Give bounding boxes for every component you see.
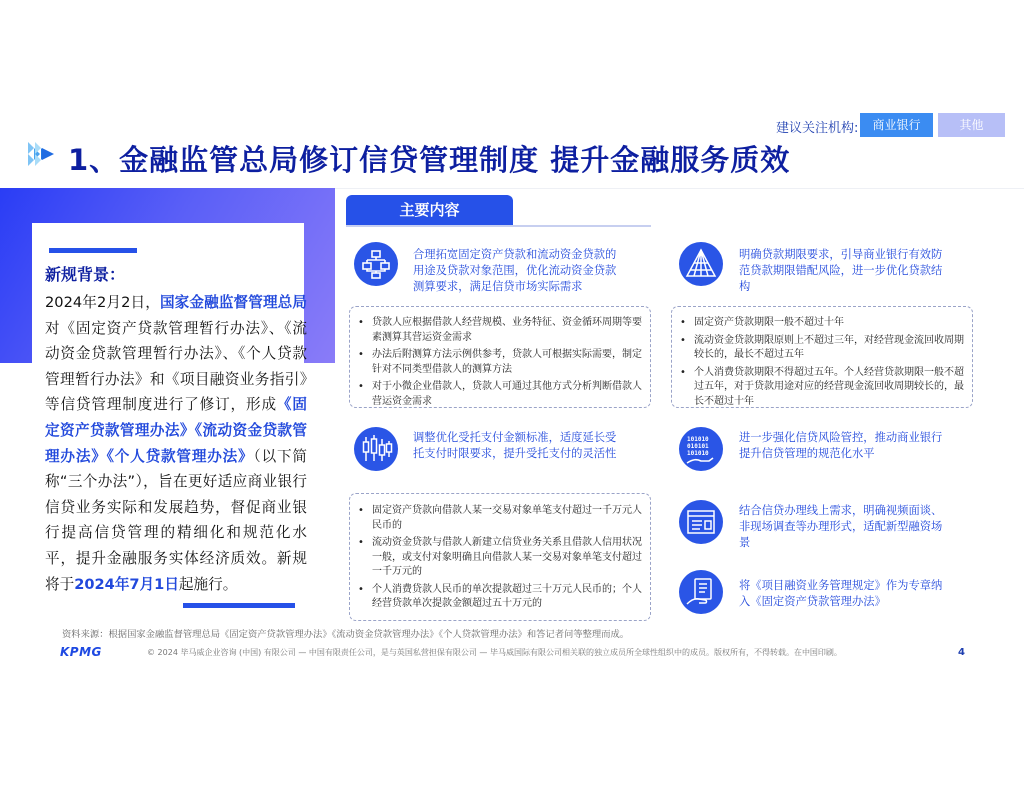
detail-box-entrusted-payment: [349, 493, 651, 621]
detail-box-loan-term: [671, 306, 973, 408]
content-item-text: 明确贷款期限要求，引导商业银行有效防范贷款期限错配风险，进一步优化贷款结构: [739, 248, 943, 293]
online-document-icon: [679, 500, 723, 544]
pyramid-icon: [679, 242, 723, 286]
background-text-segment: （以下简称“三个办法”），旨在更好适应商业银行信贷业务实际和发展趋势，督促商业银行提高信贷管理的精细化和规范化水平，提升金融服务实体经济质效。新规将于: [45, 447, 307, 593]
background-heading: 新规背景：: [45, 265, 126, 284]
tag-commercial-bank[interactable]: 商业银行: [860, 113, 933, 137]
list-item: • 对于小微企业借款人，贷款人可通过其他方式分析判断借款人营运资金需求: [372, 380, 642, 409]
book-hand-icon: [679, 570, 723, 614]
binary-hand-icon: [679, 427, 723, 471]
card-accent-bar: [49, 248, 137, 253]
content-item-text: 合理拓宽固定资产贷款和流动资金贷款的用途及贷款对象范围，优化流动资金贷款测算要求，满足信贷市场实际需求: [413, 248, 617, 293]
focus-label: 建议关注机构:: [776, 121, 859, 136]
background-text-highlight: 《固定资产贷款管理办法》《流动资金贷款管理办法》《个人贷款管理办法》: [45, 396, 307, 465]
content-item-text: 调整优化受托支付金额标准，适度延长受托支付时限要求，提升受托支付的灵活性: [413, 431, 617, 460]
title-arrow-icon: [26, 139, 56, 169]
list-item: • 固定资产贷款向借款人某一交易对象单笔支付超过一千万元人民币的: [372, 504, 642, 533]
copyright-note: © 2024 毕马威企业咨询 (中国) 有限公司 — 中国有限责任公司，是与英国私营担保有限公司 — 毕马威国际有限公司相关联的独立成员所全球性组织中的成员。版权所有，不得转载。在中国印刷。: [147, 648, 842, 657]
svg-text:101010: 101010: [687, 450, 709, 457]
section-title-underline: [346, 225, 651, 227]
flowchart-icon: [354, 242, 398, 286]
list-item: • 个人消费贷款期限不得超过五年。个人经营贷款期限一般不超过五年，对于贷款用途对应的经营现金流回收周期较长的，最长不超过十年: [694, 366, 964, 410]
content-item-text: 进一步强化信贷风险管控，推动商业银行提升信贷管理的规范化水平: [739, 431, 943, 460]
background-text: [45, 290, 307, 597]
page-title: 1、金融监管总局修订信贷管理制度 提升金融服务质效: [68, 143, 791, 177]
candlestick-icon: [354, 427, 398, 471]
section-title: 主要内容: [346, 195, 513, 225]
background-text-highlight: 国家金融监督管理总局: [159, 294, 307, 311]
kpmg-logo: KPMG: [60, 645, 102, 659]
card-bottom-accent-bar: [183, 603, 295, 608]
page-number: 4: [958, 647, 965, 658]
svg-text:010101: 010101: [687, 443, 709, 450]
list-item: • 流动资金贷款与借款人新建立信贷业务关系且借款人信用状况一般，或支付对象明确且向借款人某一交易对象单笔支付超过一千万元的: [372, 536, 642, 580]
source-note: 资料来源：根据国家金融监督管理总局《固定资产贷款管理办法》《流动资金贷款管理办法》《个人贷款管理办法》和答记者问等整理而成。: [62, 629, 630, 640]
content-item-text: 将《项目融资业务管理规定》作为专章纳入《固定资产贷款管理办法》: [739, 579, 943, 608]
list-item: • 办法后附测算方法示例供参考，贷款人可根据实际需要，制定针对不同类型借款人的测算方法: [372, 348, 642, 377]
background-text-highlight: 2024年7月1日: [74, 575, 179, 593]
svg-text:101010: 101010: [687, 436, 709, 443]
list-item: • 个人消费贷款人民币的单次提款超过三十万元人民币的；个人经营贷款单次提款金额超过五十万元的: [372, 583, 642, 612]
list-item: • 贷款人应根据借款人经营规模、业务特征、资金循环周期等要素测算其营运资金需求: [372, 316, 642, 345]
list-item: • 流动资金贷款期限原则上不超过三年，对经营现金流回收周期较长的，最长不超过五年: [694, 334, 964, 363]
tag-other[interactable]: 其他: [938, 113, 1005, 137]
detail-box-loan-purpose: [349, 306, 651, 408]
content-item-text: 结合信贷办理线上需求，明确视频面谈、非现场调查等办理形式，适配新型融资场景: [739, 504, 943, 549]
background-text-segment: 起施行。: [178, 575, 238, 593]
list-item: • 固定资产贷款期限一般不超过十年: [694, 316, 964, 331]
background-text-segment: 对《固定资产贷款管理暂行办法》、《流动资金贷款管理暂行办法》、《个人贷款管理暂行办法》和《项目融资业务指引》等信贷管理制度进行了修订，形成: [45, 319, 307, 414]
background-text-segment: 2024年2月2日，: [45, 294, 160, 311]
